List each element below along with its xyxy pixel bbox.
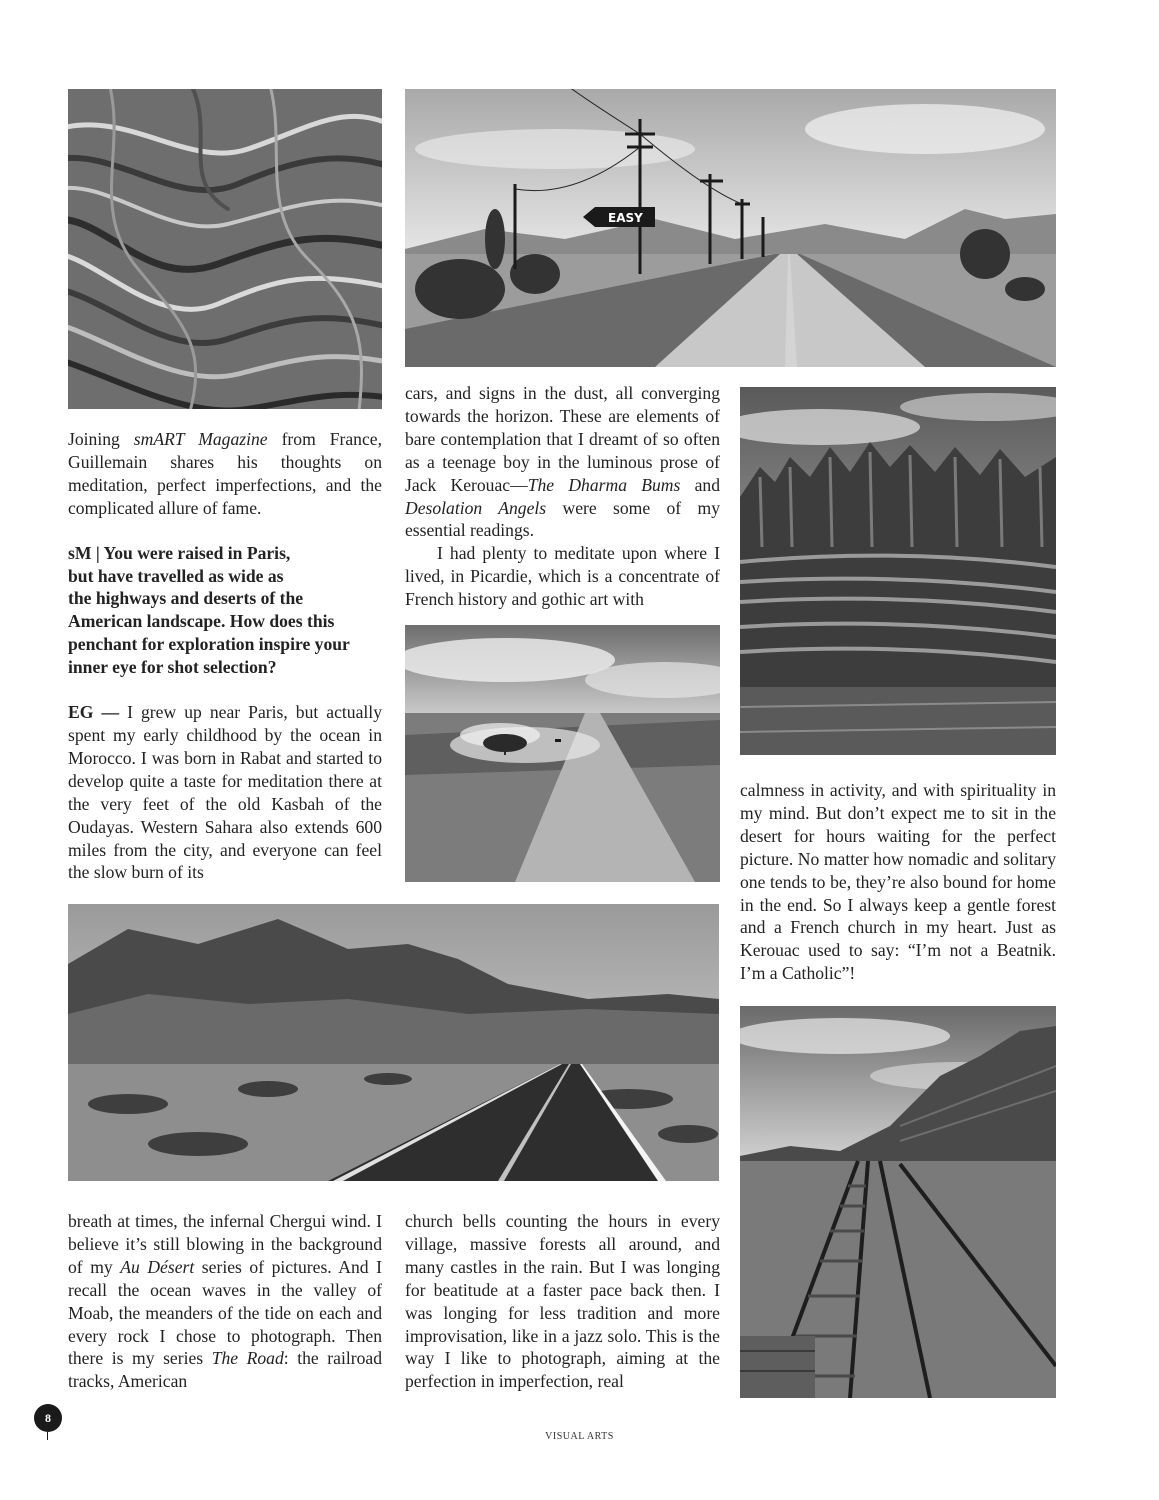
intro-text: Joining bbox=[68, 429, 134, 449]
book-title: The Dharma Bums bbox=[527, 474, 681, 495]
photo-dusty-road bbox=[405, 625, 720, 882]
photo-highway-mountains bbox=[68, 904, 719, 1181]
photo-desert-road-powerlines bbox=[405, 89, 1056, 367]
text-run: breath at times, the infernal Chergui wind. I believe it’s still blowing in the background of my bbox=[68, 1211, 382, 1277]
col2-bottom-paragraph: church bells counting the hours in every village, massive forests all around, and many castles in the rain. But I was longing for beatitude at a faster pace back then. I was longing for less tradition and more improvisation, like in a jazz solo. This is the way I like to photograph, aiming at the perfection in imperfection, real bbox=[405, 1211, 720, 1392]
series-title: Au Désert bbox=[120, 1256, 195, 1277]
col2-paragraph-2: I had plenty to meditate upon where I lived, in Picardie, which is a concentrate of French history and gothic art with bbox=[405, 543, 720, 610]
question-line: sM | You were raised in Paris, bbox=[68, 542, 291, 563]
col1-bottom-paragraph bbox=[68, 1210, 382, 1393]
text-run: : the railroad tracks, American bbox=[68, 1348, 382, 1392]
question-line: the highways and deserts of the bbox=[68, 588, 304, 609]
photo-rock-layers bbox=[68, 89, 382, 409]
section-footer-label: VISUAL ARTS bbox=[545, 1431, 614, 1442]
intro-paragraph bbox=[68, 428, 382, 520]
article-col1-bottom bbox=[68, 1210, 382, 1393]
page-number-badge: 8 bbox=[34, 1404, 62, 1432]
col3-paragraph: calmness in activity, and with spirituality in my mind. But don’t expect me to sit in the desert for hours waiting for the perfect picture. No matter how nomadic and solitary one tends to be, they’re also bound for home in the end. So I always keep a gentle forest and a French church in my heart. Just as Kerouac used to say: “I’m not a Beatnik. I’m a Catholic”! bbox=[740, 780, 1056, 984]
text-run: were some of my essential readings. bbox=[405, 497, 720, 541]
intro-text-cont: from France, Guillemain shares his thoughts on meditation, perfect imperfections, and the complicated allure of fame. bbox=[68, 429, 382, 518]
article-col3-mid bbox=[740, 779, 1056, 985]
answer-paragraph bbox=[68, 701, 382, 884]
col2-paragraph-1 bbox=[405, 382, 720, 542]
text-run: series of pictures. And I recall the ocean waves in the valley of Moab, the meanders of the tide on each and every rock I chose to photograph. Then there is my series bbox=[68, 1256, 382, 1369]
question-line: American landscape. How does this bbox=[68, 611, 335, 632]
text-run: cars, and signs in the dust, all converging towards the horizon. These are elements of bare contemplation that I dreamt of so often as a teenage boy in the luminous prose of Jack Kerouac— bbox=[405, 383, 720, 495]
page-number-tick bbox=[47, 1432, 48, 1440]
article-col1-top bbox=[68, 428, 382, 884]
answer-label: EG — bbox=[68, 702, 120, 723]
answer-text: I grew up near Paris, but actually spent my early childhood by the ocean in Morocco. I was born in Rabat and started to develop quite a taste for meditation there at the very feet of the old Kasbah of the Oudayas. Western Sahara also extends 600 miles from the city, and everyone can feel the slow burn of its bbox=[68, 702, 382, 883]
photo-canyon-cliff bbox=[740, 387, 1056, 755]
question-line: penchant for exploration inspire your bbox=[68, 634, 350, 655]
photo-railroad-tracks bbox=[740, 1006, 1056, 1398]
magazine-name: smART Magazine bbox=[133, 429, 268, 449]
article-col2-top bbox=[405, 382, 720, 611]
article-col2-bottom bbox=[405, 1210, 720, 1393]
series-title: The Road bbox=[211, 1348, 284, 1369]
question-line: but have travelled as wide as bbox=[68, 565, 284, 586]
road-sign-text: EASY bbox=[608, 211, 643, 225]
text-run: and bbox=[680, 474, 720, 495]
book-title: Desolation Angels bbox=[405, 497, 547, 518]
interview-question bbox=[68, 542, 382, 679]
question-line: inner eye for shot selection? bbox=[68, 657, 277, 678]
